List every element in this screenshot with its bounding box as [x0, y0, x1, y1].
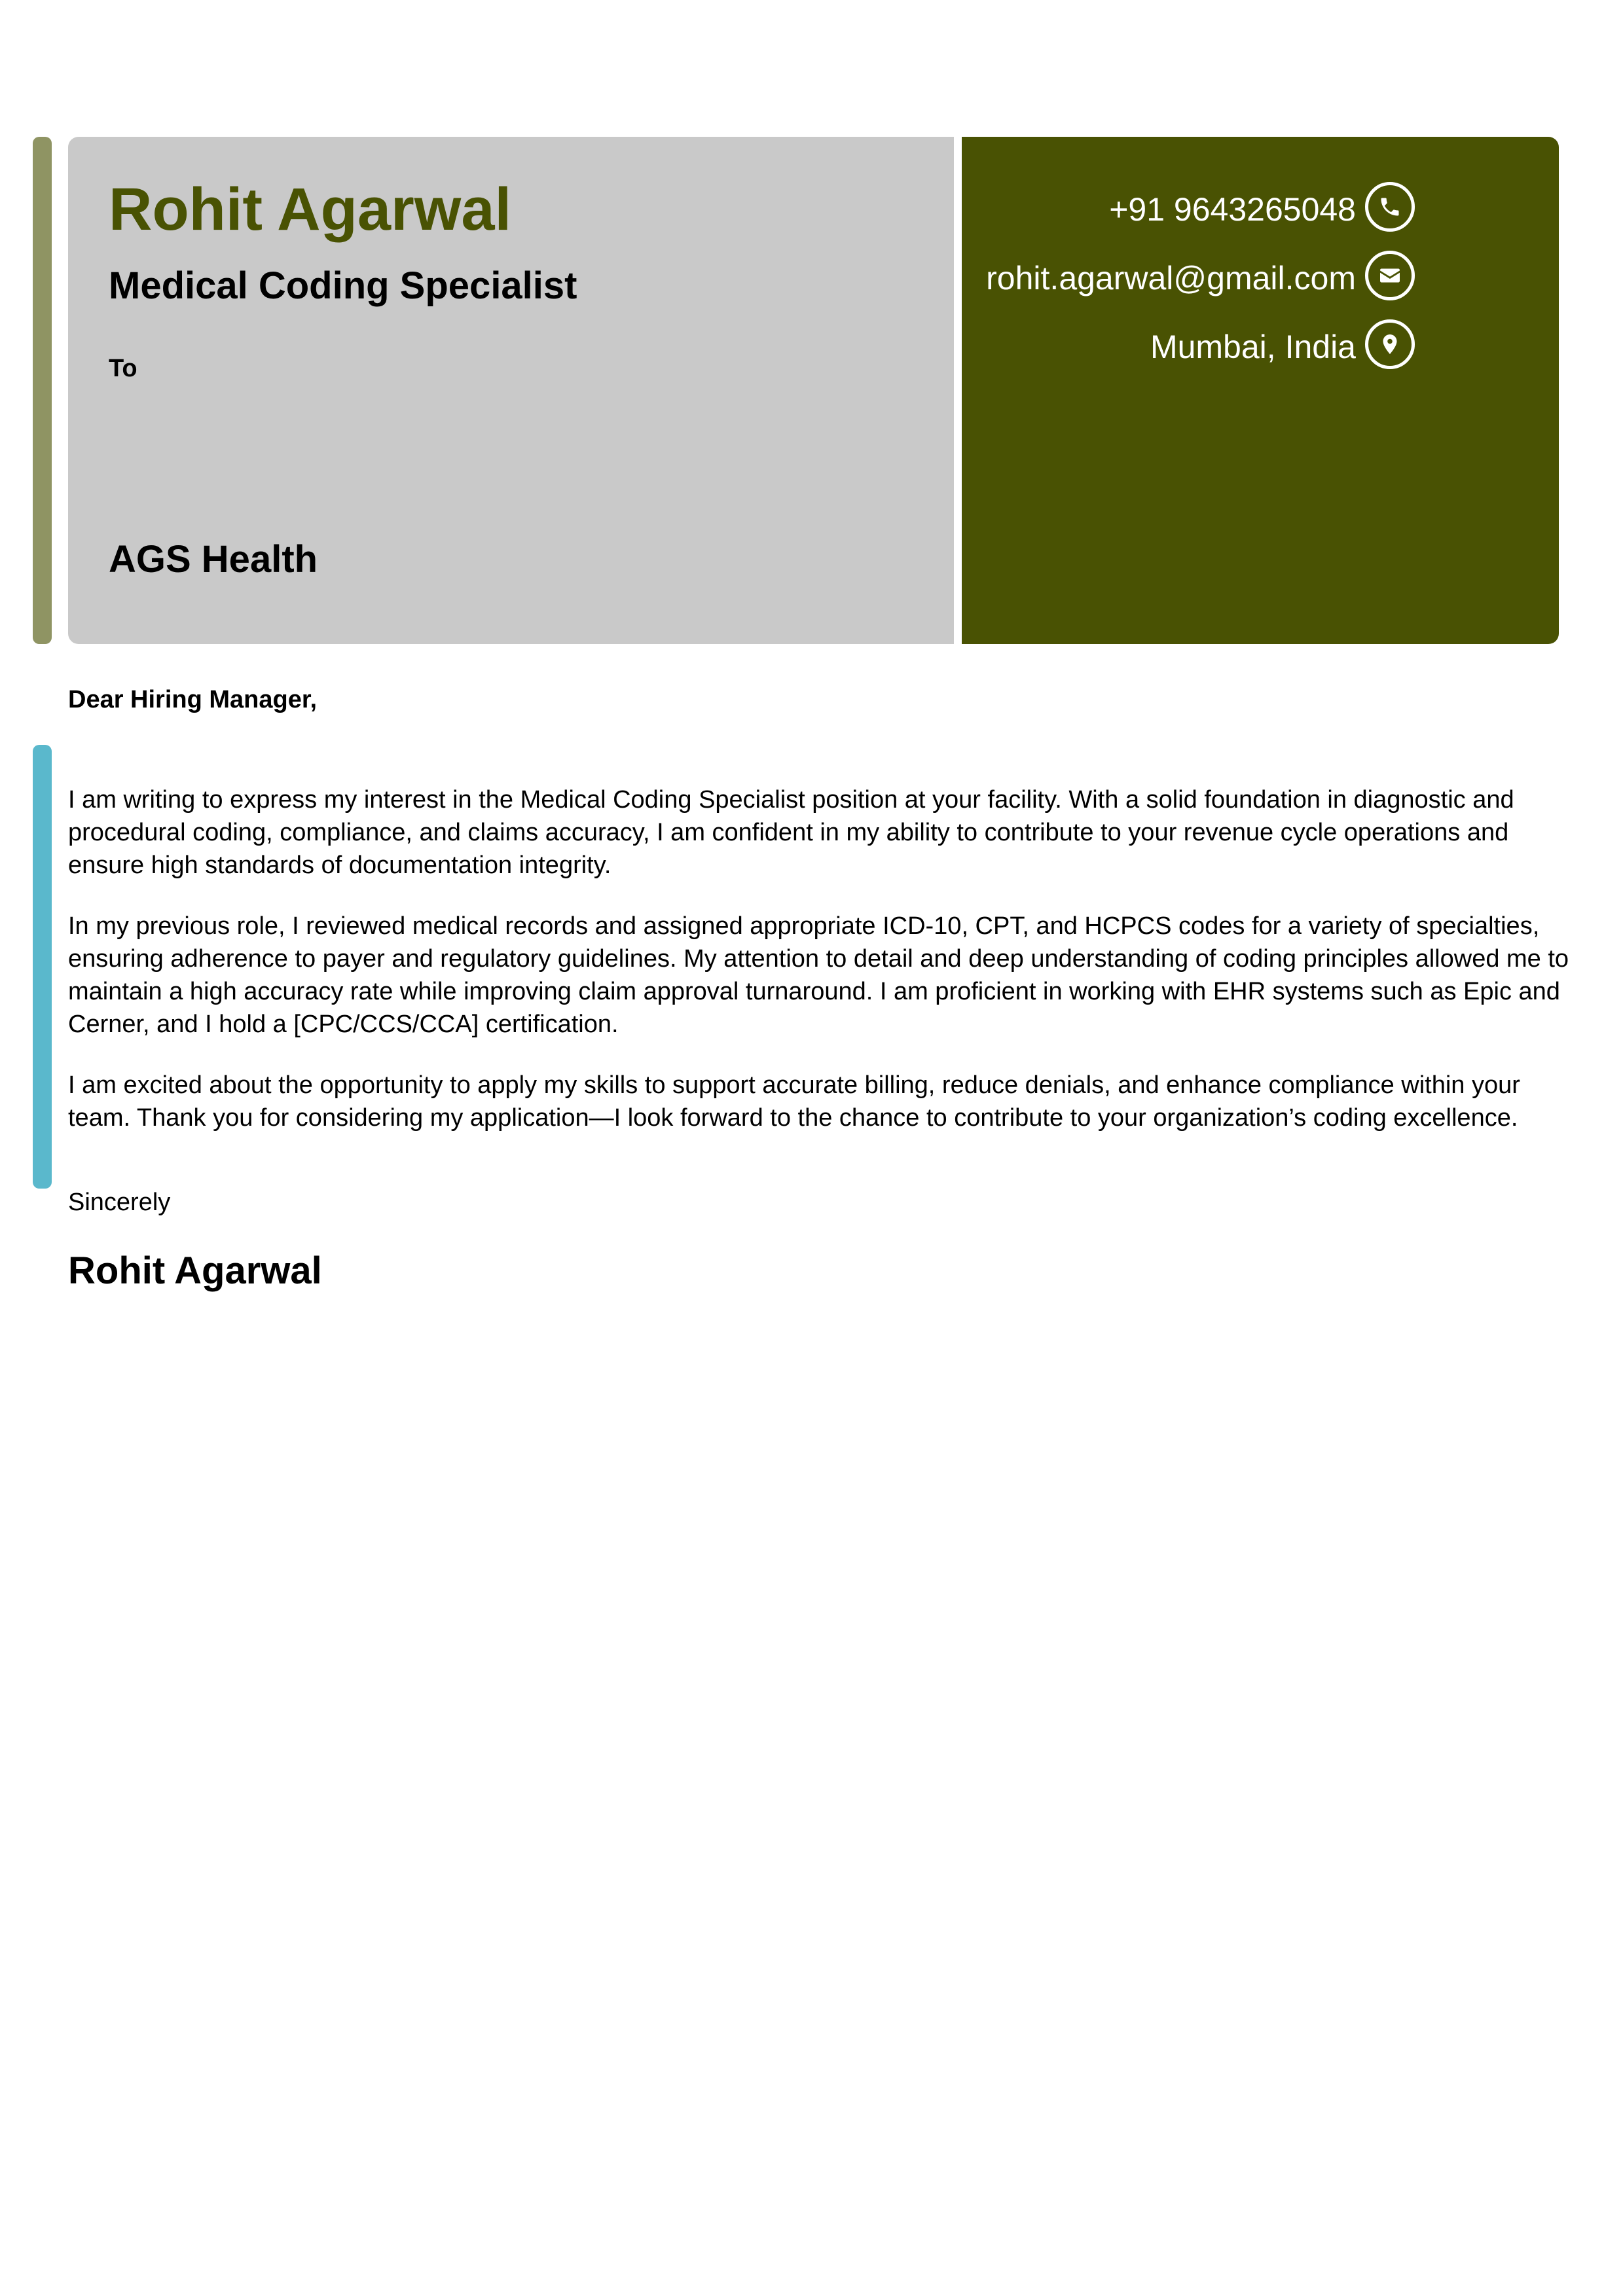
letter-body: [68, 783, 1574, 1162]
contact-email-row: [858, 251, 1415, 306]
contact-phone[interactable]: +91 9643265048: [1109, 191, 1356, 228]
header-accent-bar: [33, 137, 52, 644]
recipient-label: To: [109, 355, 137, 382]
phone-icon: [1365, 182, 1415, 232]
letter-paragraph: I am excited about the opportunity to apply my skills to support accurate billing, reduce denials, and enhance compliance within your team. Thank you for considering my application—I look forward to the chance to contribute to your organization’s coding excellence.: [68, 1071, 1520, 1132]
contact-location: Mumbai, India: [1150, 329, 1356, 365]
location-pin-icon: [1365, 319, 1415, 369]
contact-location-row: [858, 319, 1415, 374]
closing: Sincerely: [68, 1189, 171, 1216]
applicant-name: Rohit Agarwal: [109, 176, 512, 243]
letter-paragraph: In my previous role, I reviewed medical records and assigned appropriate ICD-10, CPT, and HCPCS codes for a variety of specialties, ensuring adherence to payer and regulatory guidelines. My attention to detail and deep understanding of coding principles allowed me to maintain a high accuracy rate while improving claim approval turnaround. I am proficient in working with EHR systems such as Epic and Cerner, and I hold a [CPC/CCS/CCA] certification.: [68, 912, 1569, 1038]
job-title: Medical Coding Specialist: [109, 264, 577, 307]
signature-name: Rohit Agarwal: [68, 1249, 322, 1292]
contact-phone-row: [858, 182, 1415, 237]
email-icon: [1365, 251, 1415, 300]
body-accent-bar: [33, 745, 52, 1189]
recipient-company: AGS Health: [109, 538, 318, 581]
contact-email[interactable]: rohit.agarwal@gmail.com: [986, 260, 1356, 296]
letter-paragraph: I am writing to express my interest in the Medical Coding Specialist position at your facility. With a solid foundation in diagnostic and procedural coding, compliance, and claims accuracy, I am confident in my ability to contribute to your revenue cycle operations and ensure high standards of documentation integrity.: [68, 786, 1514, 879]
salutation: Dear Hiring Manager,: [68, 686, 318, 713]
